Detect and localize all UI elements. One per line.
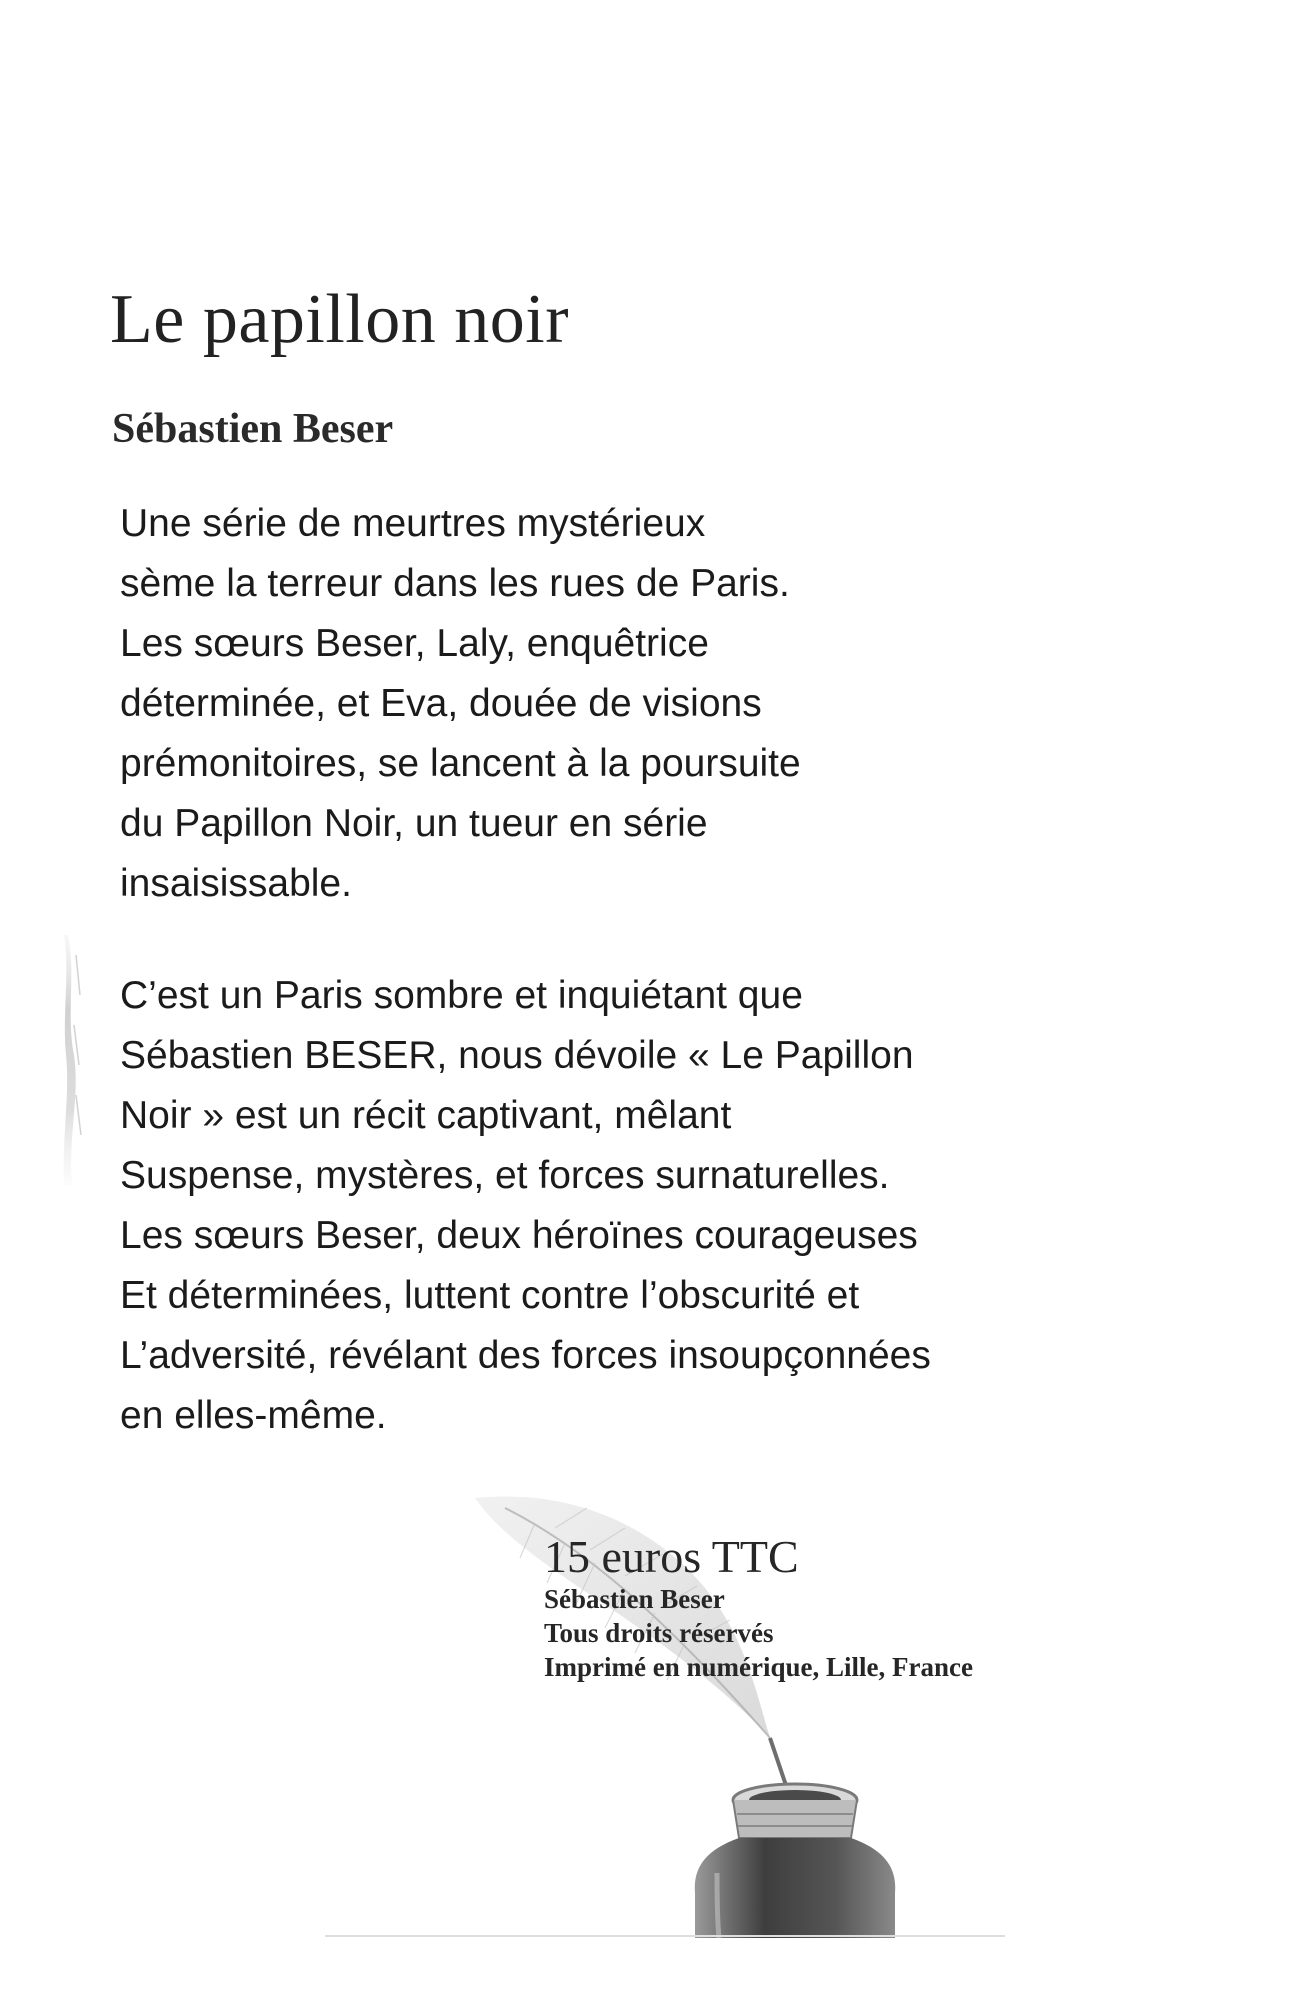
text-line: insaisissable. bbox=[120, 862, 352, 905]
price-label: 15 euros TTC bbox=[544, 1531, 799, 1582]
text-line: sème la terreur dans les rues de Paris. bbox=[120, 562, 790, 605]
text-line: Sébastien BESER, nous dévoile « Le Papillon bbox=[120, 1034, 914, 1077]
text-line: prémonitoires, se lancent à la poursuite bbox=[120, 742, 801, 785]
imprint-printer: Imprimé en numérique, Lille, France bbox=[544, 1652, 973, 1682]
text-line: Les sœurs Beser, deux héroïnes courageuses bbox=[120, 1214, 918, 1257]
synopsis-paragraph-2 bbox=[120, 966, 1020, 1446]
text-line: déterminée, et Eva, douée de visions bbox=[120, 682, 762, 725]
feather-smudge-decoration bbox=[62, 935, 84, 1185]
text-line: Noir » est un récit captivant, mêlant bbox=[120, 1094, 732, 1137]
text-line: C’est un Paris sombre et inquiétant que bbox=[120, 974, 803, 1017]
text-line: en elles-même. bbox=[120, 1394, 387, 1437]
book-title: Le papillon noir bbox=[110, 281, 570, 358]
text-line: du Papillon Noir, un tueur en série bbox=[120, 802, 708, 845]
imprint-rights: Tous droits réservés bbox=[544, 1618, 774, 1648]
text-line: Et déterminées, luttent contre l’obscurité et bbox=[120, 1274, 860, 1317]
synopsis-paragraph-1 bbox=[120, 494, 1020, 914]
imprint-author: Sébastien Beser bbox=[544, 1584, 725, 1614]
text-line: Suspense, mystères, et forces surnaturelles. bbox=[120, 1154, 890, 1197]
text-line: Les sœurs Beser, Laly, enquêtrice bbox=[120, 622, 709, 665]
imprint-block bbox=[544, 1532, 973, 1684]
book-author: Sébastien Beser bbox=[112, 406, 394, 452]
text-line: L’adversité, révélant des forces insoupçonnées bbox=[120, 1334, 931, 1377]
text-line: Une série de meurtres mystérieux bbox=[120, 502, 706, 545]
